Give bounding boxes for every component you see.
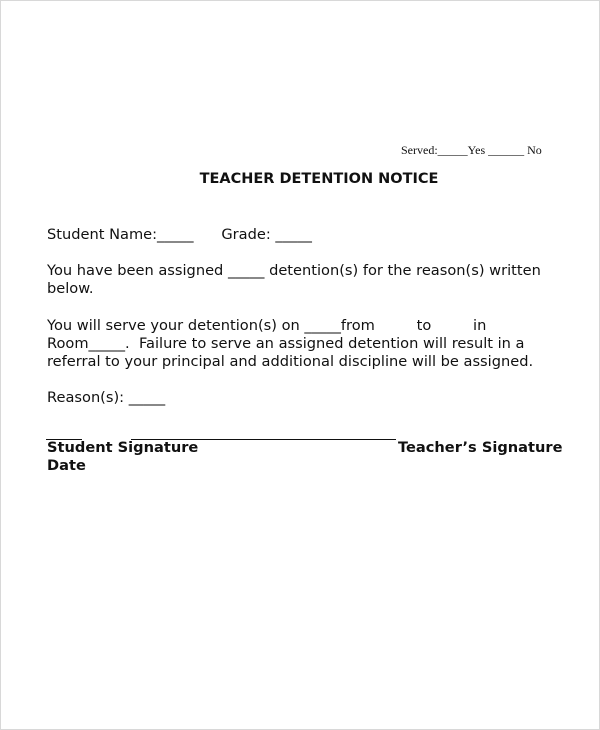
teacher-signature-label: Teacher’s Signature: [398, 439, 563, 456]
date-label: Date: [47, 457, 86, 474]
student-grade-line: Student Name:_____ Grade: _____: [47, 226, 312, 243]
reasons-line: Reason(s): _____: [47, 389, 166, 406]
serve-paragraph-line-2: Room_____. Failure to serve an assigned detention will result in a: [47, 335, 525, 352]
assigned-paragraph: You have been assigned _____ detention(s) for the reason(s) written below.: [47, 262, 546, 297]
serve-paragraph-line-3: referral to your principal and additional discipline will be assigned.: [47, 353, 534, 370]
served-line: Served:_____Yes ______ No: [401, 143, 542, 157]
serve-paragraph-line-1: You will serve your detention(s) on _____from to in: [47, 317, 487, 334]
document-title: TEACHER DETENTION NOTICE: [199, 171, 439, 187]
student-signature-label: Student Signature: [47, 439, 199, 456]
